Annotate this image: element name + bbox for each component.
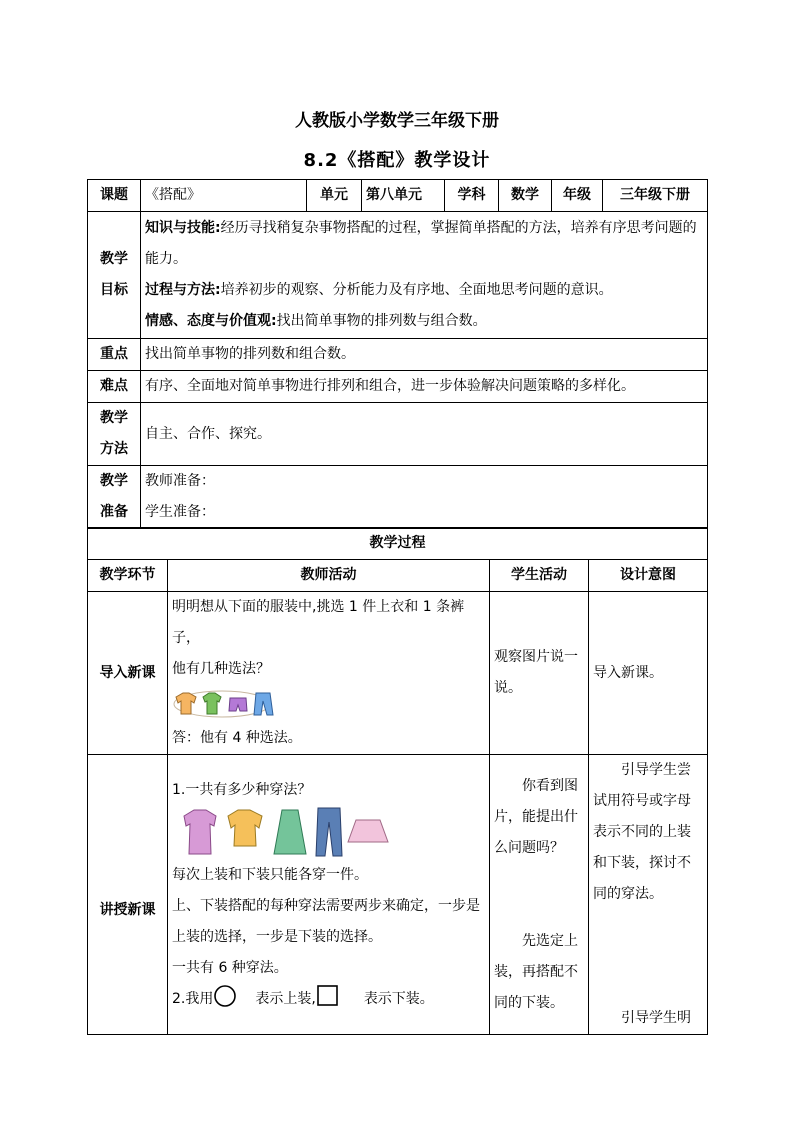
lesson-info-table	[87, 179, 708, 529]
document-subtitle: 8.2《搭配》教学设计	[303, 150, 491, 171]
knowledge-skill-text: 经历寻找稍复杂事物搭配的过程，掌握简单搭配的方法，培养有序思考问题的能力。	[145, 220, 697, 267]
key-point-label: 重点	[88, 339, 141, 371]
method-text: 自主、合作、探究。	[141, 403, 708, 466]
prep-label-line2: 准备	[100, 504, 128, 520]
goals-content	[141, 212, 708, 339]
method-label-line1: 教学	[100, 410, 128, 426]
intro-question-line1: 明明想从下面的服装中,挑选 1 件上衣和 1 条裤子，	[172, 599, 465, 646]
student-method-line2: 装，再搭配不	[494, 963, 578, 980]
lesson-symbols-top: 表示上装,	[255, 990, 316, 1007]
process-method-label: 过程与方法:	[145, 282, 221, 298]
key-point-text: 找出简单事物的排列数和组合数。	[141, 339, 708, 371]
document-title: 人教版小学数学三年级下册	[295, 111, 499, 131]
clothes-illustration-large	[180, 806, 402, 858]
col-intent: 设计意图	[589, 560, 708, 592]
lesson-steps-line1: 上、下装搭配的每种穿法需要两步来确定，一步是	[172, 897, 480, 914]
emotion-value-text: 找出简单事物的排列数与组合数。	[276, 313, 487, 329]
stage-new-lesson	[88, 755, 168, 1035]
intro-teacher-activity	[168, 592, 490, 755]
square-symbol-icon	[316, 985, 340, 1007]
orange-jacket-icon	[176, 693, 196, 714]
col-teacher: 教师活动	[168, 560, 490, 592]
pink-blouse-icon	[184, 810, 216, 854]
lesson-rule: 每次上装和下装只能各穿一件。	[172, 866, 368, 883]
prep-content	[141, 466, 708, 529]
unit-label: 单元	[307, 180, 362, 212]
circle-symbol-icon	[213, 985, 239, 1007]
difficulty-label: 难点	[88, 371, 141, 403]
method-label-line2: 方法	[100, 441, 128, 457]
knowledge-skill-label: 知识与技能:	[145, 220, 221, 236]
yellow-shirt-icon	[228, 810, 262, 846]
intent-line6: 引导学生明	[621, 1010, 691, 1026]
blue-trousers-icon	[316, 808, 342, 856]
process-method-text: 培养初步的观察、分析能力及有序地、全面地思考问题的意识。	[220, 282, 613, 298]
purple-shorts-icon	[229, 698, 247, 711]
lesson-symbols-prefix: 2.我用	[172, 990, 214, 1007]
pink-skirt-icon	[348, 820, 388, 842]
prep-label	[88, 466, 141, 529]
student-q-line2: 片，能提出什	[494, 808, 578, 825]
lesson-steps-line2: 上装的选择，一步是下装的选择。	[172, 928, 382, 945]
difficulty-text: 有序、全面地对简单事物进行排列和组合，进一步体验解决问题策略的多样化。	[141, 371, 708, 403]
student-q-line3: 么问题吗？	[494, 839, 564, 856]
intro-student-activity: 观察图片说一说。	[490, 592, 589, 755]
intent-line1: 引导学生尝	[621, 762, 691, 778]
prep-label-line1: 教学	[100, 473, 128, 489]
intent-line4: 和下装，探讨不	[593, 855, 691, 871]
process-title: 教学过程	[88, 528, 708, 560]
topic-value: 《搭配》	[141, 180, 307, 212]
green-skirt-icon	[274, 810, 306, 854]
lesson-intent	[589, 755, 708, 1035]
grade-label: 年级	[552, 180, 603, 212]
topic-label: 课题	[88, 180, 141, 212]
col-stage: 教学环节	[88, 560, 168, 592]
subject-value: 数学	[499, 180, 552, 212]
goals-label-line1: 教学	[100, 251, 128, 267]
student-prep: 学生准备：	[145, 504, 215, 520]
student-method-line3: 同的下装。	[494, 994, 564, 1011]
teaching-process-table	[87, 527, 708, 1035]
intro-question-line2: 他有几种选法？	[172, 661, 270, 677]
intent-line5: 同的穿法。	[593, 886, 663, 902]
blue-jeans-icon	[254, 693, 273, 715]
method-label	[88, 403, 141, 466]
intent-line2: 试用符号或字母	[593, 793, 691, 809]
unit-value: 第八单元	[362, 180, 445, 212]
teacher-prep: 教师准备：	[145, 473, 215, 489]
col-student: 学生活动	[490, 560, 589, 592]
green-shirt-icon	[203, 693, 221, 714]
subject-label: 学科	[445, 180, 499, 212]
emotion-value-label: 情感、态度与价值观:	[145, 313, 277, 329]
lesson-question-1: 1.一共有多少种穿法？	[172, 781, 312, 798]
intent-line3: 表示不同的上装	[593, 824, 691, 840]
lesson-count: 一共有 6 种穿法。	[172, 959, 288, 976]
lesson-symbols-bottom: 表示下装。	[363, 990, 434, 1007]
intro-answer: 答：他有 4 种选法。	[172, 730, 302, 746]
goals-label	[88, 212, 141, 339]
intro-intent: 导入新课。	[589, 592, 708, 755]
lesson-student-activity	[490, 755, 589, 1035]
stage-intro: 导入新课	[88, 592, 168, 755]
stage-new-lesson-label: 讲授新课	[99, 901, 156, 918]
lesson-symbols	[172, 984, 485, 1015]
goals-label-line2: 目标	[100, 282, 128, 298]
grade-value: 三年级下册	[603, 180, 708, 212]
clothes-illustration-small	[172, 689, 282, 719]
lesson-teacher-activity	[168, 755, 490, 1035]
student-q-line1: 你看到图	[522, 777, 578, 794]
student-method-line1: 先选定上	[522, 932, 578, 949]
